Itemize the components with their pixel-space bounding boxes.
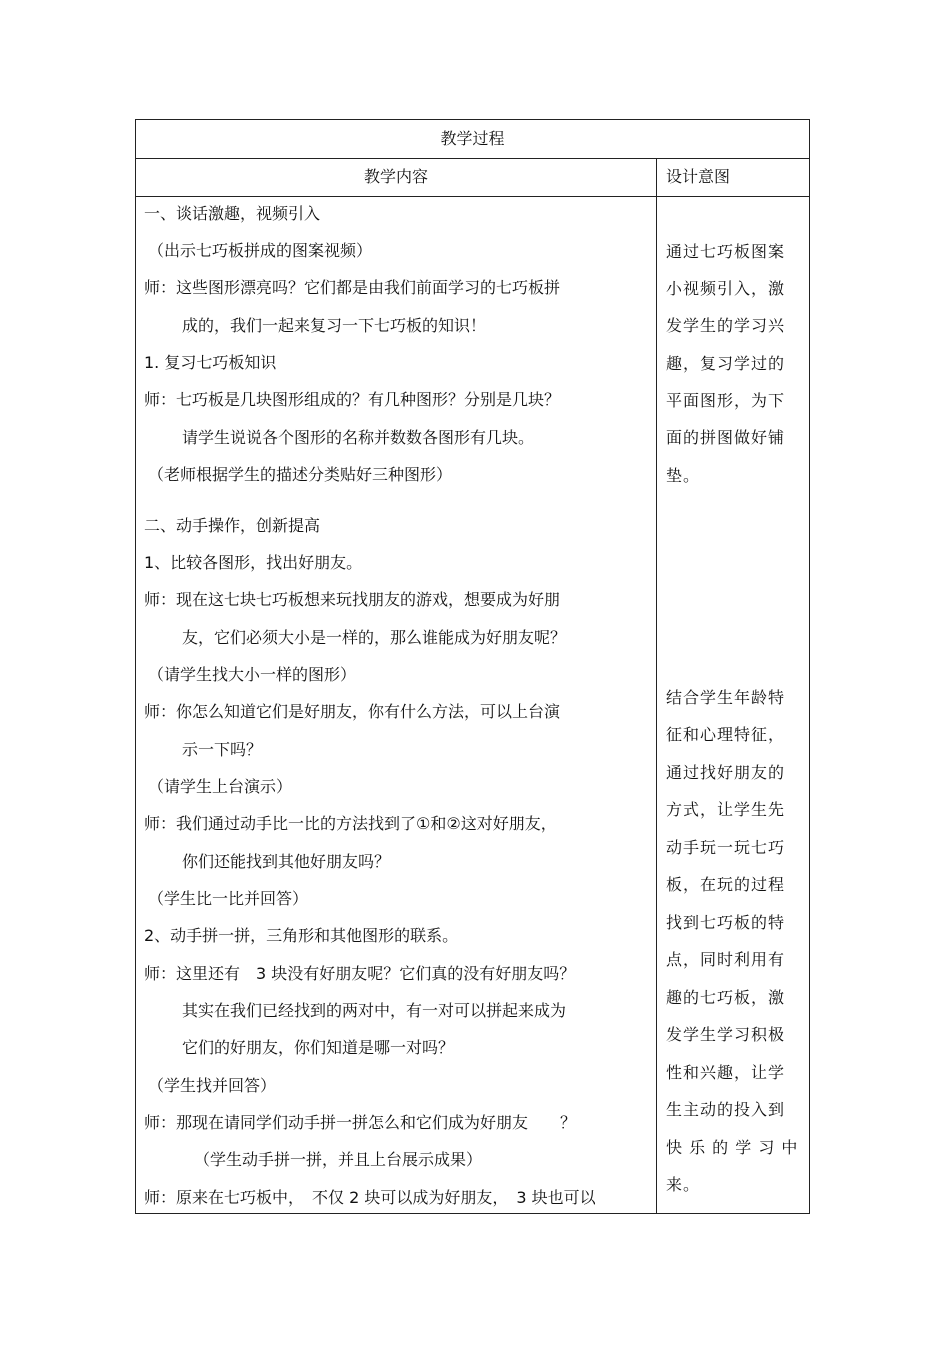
content-line: 你们还能找到其他好朋友吗？ [182,852,391,871]
intent-line: 板，在玩的过程 [666,875,786,894]
intent-line: 垫。 [666,466,701,485]
intent-line: 动手玩一玩七巧 [666,838,786,857]
intent-line: 快 乐 的 学 习 中 [666,1138,799,1157]
content-line: 友，它们必须大小是一样的，那么谁能成为好朋友呢？ [182,628,567,647]
content-line: 示一下吗？ [182,740,263,759]
intent-line: 面的拼图做好铺 [666,428,786,447]
content-line: 1、比较各图形，找出好朋友。 [144,553,363,572]
intent-line: 趣，复习学过的 [666,354,786,373]
intent-line: 趣的七巧板，激 [666,988,786,1007]
intent-line: 平面图形，为下 [666,391,786,410]
column-header-content: 教学内容 [363,167,428,186]
column-header-intent: 设计意图 [666,167,731,186]
content-line: 师：那现在请同学们动手拼一拼怎么和它们成为好朋友 ？ [144,1113,577,1132]
content-line: （出示七巧板拼成的图案视频） [148,241,373,260]
content-line: 师：这些图形漂亮吗？它们都是由我们前面学习的七巧板拼 [144,278,561,297]
content-line: 二、动手操作，创新提高 [144,516,321,535]
intent-line: 发学生的学习兴 [666,316,786,335]
divider [136,196,809,197]
column-divider [656,158,657,1213]
intent-line: 找到七巧板的特 [666,913,786,932]
content-line: 2、动手拼一拼，三角形和其他图形的联系。 [144,926,459,945]
content-line: （请学生找大小一样的图形） [148,665,357,684]
content-line: （学生找并回答） [148,1076,277,1095]
content-line: 师：现在这七块七巧板想来玩找朋友的游戏，想要成为好朋 [144,590,561,609]
content-line: （学生比一比并回答） [148,889,309,908]
content-line: 师：七巧板是几块图形组成的？有几种图形？分别是几块？ [144,390,561,409]
content-line: （学生动手拼一拼，并且上台展示成果） [194,1150,483,1169]
intent-line: 通过七巧板图案 [666,242,786,261]
content-line: 师：你怎么知道它们是好朋友，你有什么方法，可以上台演 [144,702,561,721]
content-line: 师：我们通过动手比一比的方法找到了①和②这对好朋友， [144,814,557,833]
intent-line: 小视频引入，激 [666,279,786,298]
intent-line: 征和心理特征， [666,725,786,744]
intent-line: 方式，让学生先 [666,800,786,819]
intent-line: 来。 [666,1175,701,1194]
intent-line: 生主动的投入到 [666,1100,786,1119]
content-line: 师：原来在七巧板中， 不仅 2 块可以成为好朋友， 3 块也可以 [144,1188,596,1207]
intent-line: 通过找好朋友的 [666,763,786,782]
content-line: 请学生说说各个图形的名称并数数各图形有几块。 [182,428,535,447]
intent-line: 发学生学习积极 [666,1025,786,1044]
content-line: 它们的好朋友，你们知道是哪一对吗？ [182,1038,455,1057]
content-line: （请学生上台演示） [148,777,293,796]
content-line: （老师根据学生的描述分类贴好三种图形） [148,465,453,484]
intent-line: 性和兴趣，让学 [666,1063,786,1082]
table-title: 教学过程 [440,129,505,148]
content-line: 一、谈话激趣，视频引入 [144,204,321,223]
intent-line: 结合学生年龄特 [666,688,786,707]
intent-line: 点，同时利用有 [666,950,786,969]
content-line: 成的，我们一起来复习一下七巧板的知识！ [182,316,487,335]
content-line: 1. 复习七巧板知识 [144,353,277,372]
content-line: 其实在我们已经找到的两对中，有一对可以拼起来成为 [182,1001,567,1020]
lesson-process-table [135,119,810,1214]
content-line: 师：这里还有 3 块没有好朋友呢？它们真的没有好朋友吗？ [144,964,576,983]
